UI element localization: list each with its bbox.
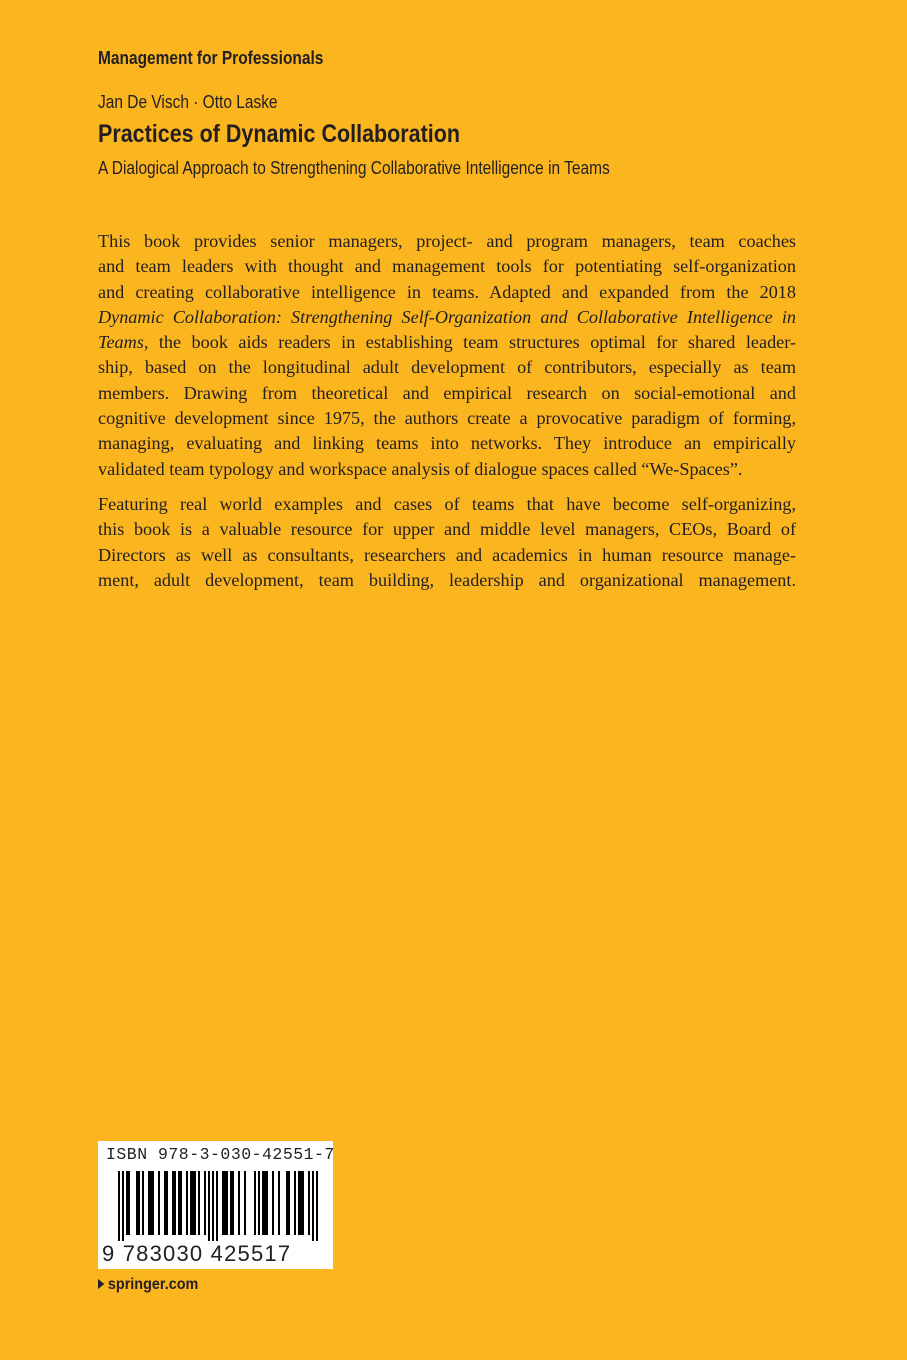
- barcode-bar: [312, 1171, 314, 1241]
- description-line: This book provides senior managers, project- and program managers, team coaches: [98, 231, 796, 251]
- barcode-bar: [158, 1171, 160, 1235]
- barcode-bar: [278, 1171, 280, 1235]
- barcode-bar: [286, 1171, 288, 1235]
- description-paragraph-1: [98, 229, 796, 482]
- barcode-bar: [212, 1171, 214, 1241]
- barcode-bar: [178, 1171, 180, 1235]
- barcode-bar: [194, 1171, 196, 1235]
- cited-book-title-end: Teams,: [98, 332, 149, 353]
- publisher-link-text: springer.com: [107, 1276, 199, 1293]
- barcode-bar: [254, 1171, 256, 1235]
- description-line: [98, 330, 796, 355]
- barcode-bar: [172, 1171, 174, 1235]
- barcode-bar: [300, 1171, 302, 1235]
- description-line: ment, adult development, team building, leadership and organizational management.: [98, 569, 796, 590]
- description-line: managing, evaluating and linking teams into networks. They introduce an empirically: [98, 433, 796, 454]
- barcode-bar: [230, 1171, 232, 1235]
- barcode-bar: [150, 1171, 152, 1235]
- barcode-bar: [264, 1171, 266, 1235]
- description-line: validated team typology and workspace analysis of dialogue spaces called “We-Spaces”.: [98, 458, 743, 479]
- barcode-bars: [98, 1167, 333, 1241]
- isbn-barcode: [98, 1141, 333, 1269]
- description-line: this book is a valuable resource for upper and middle level managers, CEOs, Board of: [98, 519, 796, 540]
- barcode-bar: [272, 1171, 274, 1235]
- barcode-bar: [226, 1171, 228, 1235]
- cited-book-title: Dynamic Collaboration: Strengthening Self-Organization and Collaborative Intelligence in: [98, 306, 796, 327]
- barcode-bar: [166, 1171, 168, 1235]
- description-line: and creating collaborative intelligence in teams. Adapted and expanded from the 2018: [98, 281, 796, 302]
- barcode-bar: [288, 1171, 290, 1235]
- barcode-bar: [232, 1171, 234, 1235]
- description-paragraph-2: [98, 492, 796, 593]
- barcode-bar: [308, 1171, 310, 1235]
- barcode-bar: [180, 1171, 182, 1235]
- barcode-bar: [244, 1171, 246, 1235]
- barcode-bar: [198, 1171, 200, 1235]
- barcode-bar: [122, 1171, 124, 1241]
- barcode-bar: [126, 1171, 128, 1235]
- barcode-bar: [216, 1171, 218, 1241]
- barcode-bar: [164, 1171, 166, 1235]
- book-title: Practices of Dynamic Collaboration: [98, 120, 461, 148]
- book-subtitle: A Dialogical Approach to Strengthening Collaborative Intelligence in Teams: [98, 158, 610, 178]
- barcode-bar: [258, 1171, 260, 1235]
- barcode-bar: [138, 1171, 140, 1235]
- barcode-bar: [186, 1171, 188, 1235]
- barcode-bar: [136, 1171, 138, 1235]
- description-line: ship, based on the longitudinal adult development of contributors, especially as team: [98, 357, 796, 378]
- book-description: [98, 229, 796, 593]
- barcode-digits: 9 783030 425517: [102, 1241, 292, 1266]
- barcode-bar: [316, 1171, 318, 1241]
- book-authors: Jan De Visch · Otto Laske: [98, 92, 278, 112]
- description-line: members. Drawing from theoretical and empirical research on social-emotional and: [98, 382, 796, 403]
- description-line: and team leaders with thought and management tools for potentiating self-organization: [98, 256, 796, 277]
- barcode-bar: [148, 1171, 150, 1235]
- description-line: cognitive development since 1975, the authors create a provocative paradigm of forming,: [98, 408, 796, 429]
- publisher-link[interactable]: [98, 1276, 198, 1294]
- description-line: Directors as well as consultants, researchers and academics in human resource manage-: [98, 544, 796, 565]
- barcode-bar: [238, 1171, 240, 1235]
- barcode-bar: [302, 1171, 304, 1235]
- barcode-bar: [128, 1171, 130, 1235]
- description-text: the book aids readers in establishing team structures optimal for shared leader-: [148, 332, 796, 353]
- isbn-label: ISBN 978-3-030-42551-7: [106, 1145, 335, 1164]
- barcode-bar: [152, 1171, 154, 1235]
- barcode-bar: [208, 1171, 210, 1241]
- barcode-bar: [142, 1171, 144, 1235]
- barcode-bar: [266, 1171, 268, 1235]
- description-line: Featuring real world examples and cases of teams that have become self-organizing,: [98, 493, 796, 514]
- barcode-bar: [294, 1171, 296, 1235]
- arrow-right-icon: [98, 1279, 104, 1289]
- barcode-bar: [298, 1171, 300, 1235]
- barcode-bar: [204, 1171, 206, 1235]
- barcode-bar: [192, 1171, 194, 1235]
- barcode-bar: [118, 1171, 120, 1241]
- description-line: [98, 305, 796, 330]
- barcode-bar: [224, 1171, 226, 1235]
- barcode-bar: [190, 1171, 192, 1235]
- series-title: Management for Professionals: [98, 48, 324, 68]
- barcode-bar: [174, 1171, 176, 1235]
- barcode-bar: [262, 1171, 264, 1235]
- barcode-bar: [222, 1171, 224, 1235]
